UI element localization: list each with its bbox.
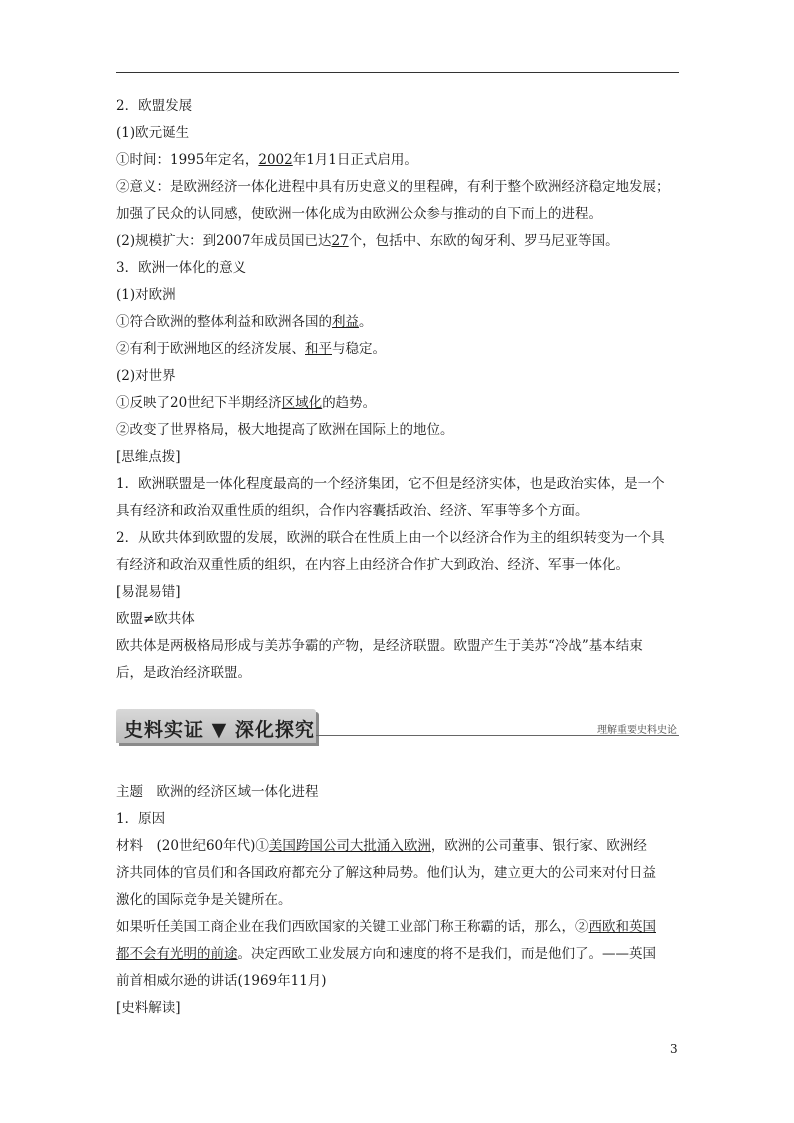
- text-line: [116, 914, 681, 941]
- text-line: [116, 174, 681, 201]
- underlined-text: 美国跨国公司大批涌入欧洲: [268, 838, 431, 854]
- text-segment: [史料解读]: [116, 1000, 181, 1016]
- underlined-text: 西欧和英国: [588, 919, 656, 935]
- text-line: [116, 147, 681, 174]
- page-number: 3: [670, 1042, 678, 1056]
- banner-subtitle: 理解重要史料史论: [597, 725, 677, 736]
- text-segment: ②意义：是欧洲经济一体化进程中具有历史意义的里程碑，有利于整个欧洲经济稳定地发展；: [116, 179, 670, 195]
- text-line: [116, 120, 681, 147]
- text-line: [116, 968, 681, 995]
- text-segment: 如果听任美国工商企业在我们西欧国家的关键工业部门称王称霸的话，那么，②: [116, 919, 589, 935]
- text-line: [116, 995, 681, 1022]
- text-segment: ②有利于欧洲地区的经济发展、: [116, 341, 305, 357]
- text-segment: 个，包括中、东欧的匈牙利、罗马尼亚等国。: [348, 233, 619, 249]
- text-line: [116, 606, 681, 633]
- text-segment: 与稳定。: [332, 341, 386, 357]
- text-segment: 材料 (20世纪60年代)①: [116, 838, 269, 854]
- text-segment: 1．欧洲联盟是一体化程度最高的一个经济集团，它不但是经济实体，也是政治实体，是一个: [116, 476, 665, 492]
- text-segment: 3．欧洲一体化的意义: [116, 260, 247, 276]
- underlined-text: 区域化: [281, 395, 323, 411]
- text-segment: 年1月1日正式启用。: [292, 152, 418, 168]
- text-segment: 激化的国际竞争是关键所在。: [116, 892, 292, 908]
- text-segment: 。决定西欧工业发展方向和速度的将不是我们，而是他们了。——英国: [237, 946, 656, 962]
- text-line: [116, 471, 681, 498]
- text-line: [116, 390, 681, 417]
- text-line: [116, 887, 681, 914]
- text-line: [116, 806, 681, 833]
- text-segment: (2)对世界: [116, 368, 176, 384]
- text-segment: 2．从欧共体到欧盟的发展，欧洲的联合在性质上由一个以经济合作为主的组织转变为一个具: [116, 530, 665, 546]
- text-line: [116, 282, 681, 309]
- text-segment: [思维点拨]: [116, 449, 181, 465]
- banner-box: [116, 709, 316, 743]
- text-line: [116, 444, 681, 471]
- text-segment: 1．原因: [116, 811, 166, 827]
- text-segment: ②改变了世界格局，极大地提高了欧洲在国际上的地位。: [116, 422, 454, 438]
- underlined-text: 都不会有光明的前途: [116, 946, 238, 962]
- text-line: [116, 525, 681, 552]
- text-segment: 2．欧盟发展: [116, 98, 193, 114]
- text-line: [116, 255, 681, 282]
- text-segment: 加强了民众的认同感，使欧洲一体化成为由欧洲公众参与推动的自下而上的进程。: [116, 206, 602, 222]
- text-segment: 主题 欧洲的经济区域一体化进程: [116, 784, 319, 800]
- text-segment: ①时间：1995年定名，: [116, 152, 259, 168]
- section-historical-evidence: [116, 779, 681, 1022]
- text-line: [116, 660, 681, 687]
- text-segment: 前首相威尔逊的讲话(1969年11月): [116, 973, 327, 989]
- text-line: [116, 633, 681, 660]
- text-line: [116, 417, 681, 444]
- text-line: [116, 201, 681, 228]
- text-segment: (1)对欧洲: [116, 287, 176, 303]
- text-line: [116, 309, 681, 336]
- text-line: [116, 833, 681, 860]
- text-line: [116, 552, 681, 579]
- text-line: [116, 363, 681, 390]
- header-rule: [116, 72, 679, 73]
- text-segment: 。: [359, 314, 373, 330]
- text-segment: (1)欧元诞生: [116, 125, 190, 141]
- text-segment: ①反映了20世纪下半期经济: [116, 395, 282, 411]
- text-line: [116, 860, 681, 887]
- section-banner: [116, 709, 679, 747]
- underlined-text: 和平: [305, 341, 332, 357]
- text-line: [116, 93, 681, 120]
- underlined-text: 利益: [332, 314, 359, 330]
- text-segment: (2)规模扩大：到2007年成员国已达: [116, 233, 332, 249]
- text-segment: ，欧洲的公司董事、银行家、欧洲经: [430, 838, 647, 854]
- text-line: [116, 336, 681, 363]
- text-segment: 有经济和政治双重性质的组织，在内容上由经济合作扩大到政治、经济、军事一体化。: [116, 557, 629, 573]
- text-segment: 济共同体的官员们和各国政府都充分了解这种局势。他们认为，建立更大的公司来对付日益: [116, 865, 656, 881]
- text-segment: 的趋势。: [322, 395, 377, 411]
- underlined-text: 27: [331, 233, 349, 249]
- text-segment: [易混易错]: [116, 584, 181, 600]
- underlined-text: 2002: [258, 152, 293, 168]
- text-segment: ①符合欧洲的整体利益和欧洲各国的: [116, 314, 332, 330]
- banner-title: 史料实证 ▼ 深化探究: [124, 719, 315, 741]
- text-segment: 后，是政治经济联盟。: [116, 665, 251, 681]
- text-segment: 欧共体是两极格局形成与美苏争霸的产物，是经济联盟。欧盟产生于美苏“冷战”基本结束: [116, 638, 643, 654]
- text-segment: 具有经济和政治双重性质的组织，合作内容囊括政治、经济、军事等多个方面。: [116, 503, 589, 519]
- text-segment: 欧盟≠欧共体: [116, 611, 195, 627]
- text-line: [116, 941, 681, 968]
- text-line: [116, 498, 681, 525]
- section-eu-development: [116, 93, 681, 687]
- text-line: [116, 579, 681, 606]
- text-line: [116, 228, 681, 255]
- text-line: [116, 779, 681, 806]
